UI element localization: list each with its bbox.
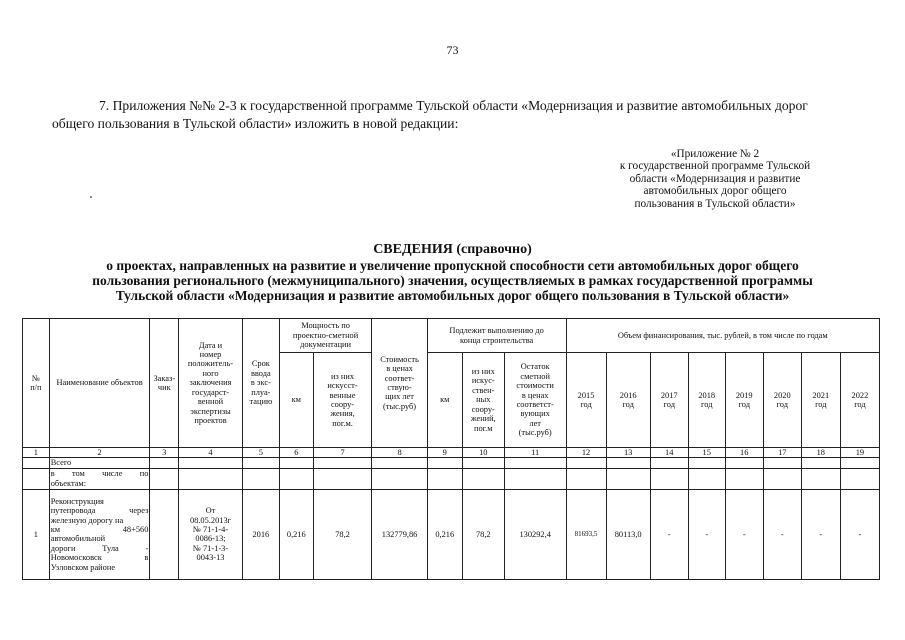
header-text: искус- xyxy=(471,376,495,386)
expertise-line: № 71-1-4- xyxy=(192,524,229,534)
header-text: 2020 xyxy=(773,390,791,400)
row-number: 1 xyxy=(23,489,50,579)
table-cell xyxy=(650,468,688,489)
appendix-line: «Приложение № 2 xyxy=(670,148,760,160)
header-cost xyxy=(372,319,427,448)
including-row xyxy=(23,468,880,489)
including-text: в том числе по xyxy=(50,469,149,479)
header-text: ных xyxy=(476,395,491,405)
header-text: тацию xyxy=(249,397,273,407)
column-number: 17 xyxy=(763,448,801,458)
header-text: Стоимость xyxy=(380,354,419,364)
page-number: 73 xyxy=(446,43,459,57)
table-cell xyxy=(372,468,427,489)
expertise-line: 0086-13; xyxy=(195,534,226,544)
table-cell xyxy=(688,468,725,489)
column-number: 7 xyxy=(313,448,372,458)
total-label: Всего xyxy=(49,458,150,468)
header-text: вующих xyxy=(520,409,550,419)
table-cell xyxy=(763,468,801,489)
column-number: 18 xyxy=(801,448,840,458)
table-cell xyxy=(23,468,50,489)
header-text: заключения xyxy=(189,378,232,388)
header-commission-term xyxy=(242,319,279,448)
table-cell xyxy=(427,468,462,489)
header-text: соору- xyxy=(471,404,495,414)
finance-2017-cell: - xyxy=(650,489,688,579)
table-cell xyxy=(150,468,179,489)
capacity-km-cell: 0,216 xyxy=(279,489,313,579)
total-row xyxy=(23,458,880,468)
column-number: 10 xyxy=(462,448,504,458)
title-line-2: о проектах, направленных на развитие и увеличение пропускной способности сети автомобильных дорог общего xyxy=(106,258,799,273)
header-text: соответ- xyxy=(384,373,415,383)
header-text: лет xyxy=(529,418,541,428)
table-cell xyxy=(688,458,725,468)
header-year-2018 xyxy=(688,353,725,448)
capacity-structures-cell: 78,2 xyxy=(313,489,372,579)
column-number: 15 xyxy=(688,448,725,458)
column-number-row xyxy=(23,448,880,458)
finance-2021-cell: - xyxy=(801,489,840,579)
header-text: ствую- xyxy=(387,383,412,392)
table-cell xyxy=(801,458,840,468)
header-text: венные xyxy=(329,390,356,400)
header-text: щих лет xyxy=(385,392,414,402)
table-cell xyxy=(840,458,879,468)
customer-cell xyxy=(150,489,179,579)
header-text: ного xyxy=(202,368,219,378)
projects-table xyxy=(22,318,880,580)
finance-2019-cell: - xyxy=(725,489,763,579)
header-text: Срок xyxy=(251,359,270,369)
table-cell xyxy=(650,458,688,468)
table-cell xyxy=(606,468,650,489)
remainder-cell: 130292,4 xyxy=(504,489,566,579)
column-number: 16 xyxy=(725,448,763,458)
column-number: 12 xyxy=(566,448,606,458)
header-text: положитель- xyxy=(187,359,234,369)
title-line-3: пользования регионального (межмуниципального) значения, осуществляемых в рамках государственной программы xyxy=(92,273,813,288)
header-text: год xyxy=(854,400,866,409)
header-text: соответст- xyxy=(516,400,554,409)
intro-line-1: 7. Приложения №№ 2-3 к государственной программе Тульской области «Модернизация и развитие автомобильных дорог xyxy=(99,98,808,113)
header-text: год xyxy=(776,400,788,409)
header-text: экспертизы xyxy=(190,406,231,416)
header-capacity-group xyxy=(279,319,371,353)
header-remainder xyxy=(504,353,566,448)
header-text: 2017 xyxy=(660,390,678,400)
finance-2018-cell: - xyxy=(688,489,725,579)
table-cell xyxy=(725,468,763,489)
header-text: жений, xyxy=(470,414,496,424)
header-text: соору- xyxy=(330,400,355,409)
table-cell xyxy=(242,468,279,489)
title-line-4: Тульской области «Модернизация и развитие автомобильных дорог общего пользования в Тульской области» xyxy=(115,288,790,303)
expertise-line: 0043-13 xyxy=(196,553,225,563)
object-name-line: путепровода через xyxy=(50,506,149,516)
object-name-line: Реконструкция xyxy=(50,496,104,506)
header-text: документации xyxy=(300,340,352,350)
object-name-line: автомобильной xyxy=(50,534,106,544)
column-number: 2 xyxy=(49,448,150,458)
header-text: год xyxy=(738,400,750,409)
column-number: 13 xyxy=(606,448,650,458)
header-finance-group: Объем финансирования, тыс. рублей, в том числе по годам xyxy=(566,319,880,353)
header-text: (тыс.руб) xyxy=(383,401,417,411)
header-expertise-date xyxy=(179,319,243,448)
table-cell xyxy=(372,458,427,468)
header-build-km: км xyxy=(427,353,462,448)
appendix-line: к государственной программе Тульской xyxy=(619,160,811,173)
header-text: конца строительства xyxy=(460,335,534,345)
table-cell xyxy=(179,458,243,468)
header-text: 2018 xyxy=(698,390,716,400)
header-text: 2015 xyxy=(577,390,595,400)
table-cell xyxy=(801,468,840,489)
header-year-2015 xyxy=(566,353,606,448)
header-text: проектов xyxy=(194,415,227,425)
appendix-line: области «Модернизация и развитие xyxy=(629,172,801,185)
column-number: 1 xyxy=(23,448,50,458)
header-text: плуа- xyxy=(251,387,271,397)
header-text: ствен- xyxy=(472,385,495,395)
object-name-line: Новомосковск в xyxy=(50,553,149,563)
column-number: 5 xyxy=(242,448,279,458)
header-year-2019 xyxy=(725,353,763,448)
cost-cell: 132779,86 xyxy=(372,489,427,579)
table-cell xyxy=(279,458,313,468)
expertise-line: От xyxy=(205,506,216,516)
appendix-line: пользования в Тульской области» xyxy=(634,197,796,210)
header-year-2016 xyxy=(606,353,650,448)
table-cell xyxy=(566,468,606,489)
finance-2015-cell: 81693,5 xyxy=(566,489,606,579)
header-text: из них xyxy=(331,371,355,381)
table-cell xyxy=(313,458,372,468)
header-text: Подлежит выполнению до xyxy=(449,326,544,336)
table-cell xyxy=(504,458,566,468)
header-text: проектно-сметной xyxy=(292,330,359,340)
table-cell xyxy=(23,458,50,468)
header-text: чик xyxy=(157,383,171,392)
header-text: в экс- xyxy=(250,378,271,388)
object-name-line: км 48+560 xyxy=(50,524,149,534)
table-cell xyxy=(566,458,606,468)
commission-term-cell: 2016 xyxy=(242,489,279,579)
header-text: в ценах xyxy=(386,364,413,374)
build-km-cell: 0,216 xyxy=(427,489,462,579)
object-name-line: дороги Тула - xyxy=(50,543,149,553)
header-text: венной xyxy=(197,397,224,407)
header-text: пог.м. xyxy=(332,418,353,428)
column-number: 6 xyxy=(279,448,313,458)
column-number: 14 xyxy=(650,448,688,458)
header-capacity-structures xyxy=(313,353,372,448)
header-num xyxy=(23,319,50,448)
header-year-2021 xyxy=(801,353,840,448)
table-cell xyxy=(242,458,279,468)
header-text: Дата и xyxy=(198,340,223,350)
expertise-line: 08.05.2013г xyxy=(189,515,232,525)
finance-2016-cell: 80113,0 xyxy=(606,489,650,579)
header-text: год xyxy=(701,400,713,409)
title-line-1: СВЕДЕНИЯ (справочно) xyxy=(373,242,532,257)
table-cell xyxy=(179,468,243,489)
header-text: год xyxy=(815,400,827,409)
header-year-2022 xyxy=(840,353,879,448)
column-number: 9 xyxy=(427,448,462,458)
header-text: Мощность по xyxy=(301,321,350,331)
header-text: государст- xyxy=(191,387,230,397)
header-text: пог.м xyxy=(474,423,493,433)
header-year-2020 xyxy=(763,353,801,448)
header-text: в ценах xyxy=(521,390,549,400)
expertise-line: № 71-1-3- xyxy=(192,543,229,553)
header-text: 2021 xyxy=(812,390,830,400)
intro-line-2: общего пользования в Тульской области» изложить в новой редакции: xyxy=(52,116,459,131)
header-text: год xyxy=(580,400,592,409)
table-cell xyxy=(504,468,566,489)
header-year-2017 xyxy=(650,353,688,448)
header-text: Заказ- xyxy=(153,373,176,383)
finance-2022-cell: - xyxy=(840,489,879,579)
column-number: 19 xyxy=(840,448,879,458)
header-text: из них xyxy=(471,367,495,377)
header-capacity-km: км xyxy=(279,353,313,448)
header-text: (тыс.руб) xyxy=(518,428,552,438)
header-customer xyxy=(150,319,179,448)
header-text: 2019 xyxy=(735,390,753,400)
header-text: п/п xyxy=(30,383,42,392)
object-name xyxy=(49,489,150,579)
table-cell xyxy=(313,468,372,489)
finance-2020-cell: - xyxy=(763,489,801,579)
table-row xyxy=(23,489,880,579)
header-build-group xyxy=(427,319,566,353)
scan-speck xyxy=(90,196,92,198)
header-name: Наименование объектов xyxy=(49,319,150,448)
header-text: год xyxy=(622,400,634,409)
build-structures-cell: 78,2 xyxy=(462,489,504,579)
appendix-note xyxy=(560,148,870,210)
header-text: жения, xyxy=(330,409,355,419)
header-text: ввода xyxy=(250,368,271,378)
column-number: 8 xyxy=(372,448,427,458)
header-text: номер xyxy=(199,350,222,360)
expertise-date-cell xyxy=(179,489,243,579)
including-label xyxy=(49,468,150,489)
object-name-line: железную дорогу на xyxy=(50,515,124,525)
header-text: № xyxy=(31,373,40,383)
header-text: Остаток xyxy=(520,362,550,372)
table-cell xyxy=(462,468,504,489)
header-text: сметной xyxy=(520,371,550,381)
table-cell xyxy=(462,458,504,468)
table-cell xyxy=(606,458,650,468)
header-text: искусст- xyxy=(327,381,358,391)
table-cell xyxy=(840,468,879,489)
table-cell xyxy=(763,458,801,468)
header-text: 2022 xyxy=(851,390,869,400)
header-text: стоимости xyxy=(516,381,554,391)
column-number: 4 xyxy=(179,448,243,458)
including-text: объектам: xyxy=(50,478,87,488)
column-number: 3 xyxy=(150,448,179,458)
table-cell xyxy=(725,458,763,468)
appendix-line: автомобильных дорог общего xyxy=(643,185,787,198)
header-text: год xyxy=(663,400,675,409)
header-text: 2016 xyxy=(619,390,637,400)
table-cell xyxy=(150,458,179,468)
column-number: 11 xyxy=(504,448,566,458)
object-name-line: Узловском районе xyxy=(50,562,116,572)
header-build-structures xyxy=(462,353,504,448)
table-cell xyxy=(427,458,462,468)
table-cell xyxy=(279,468,313,489)
